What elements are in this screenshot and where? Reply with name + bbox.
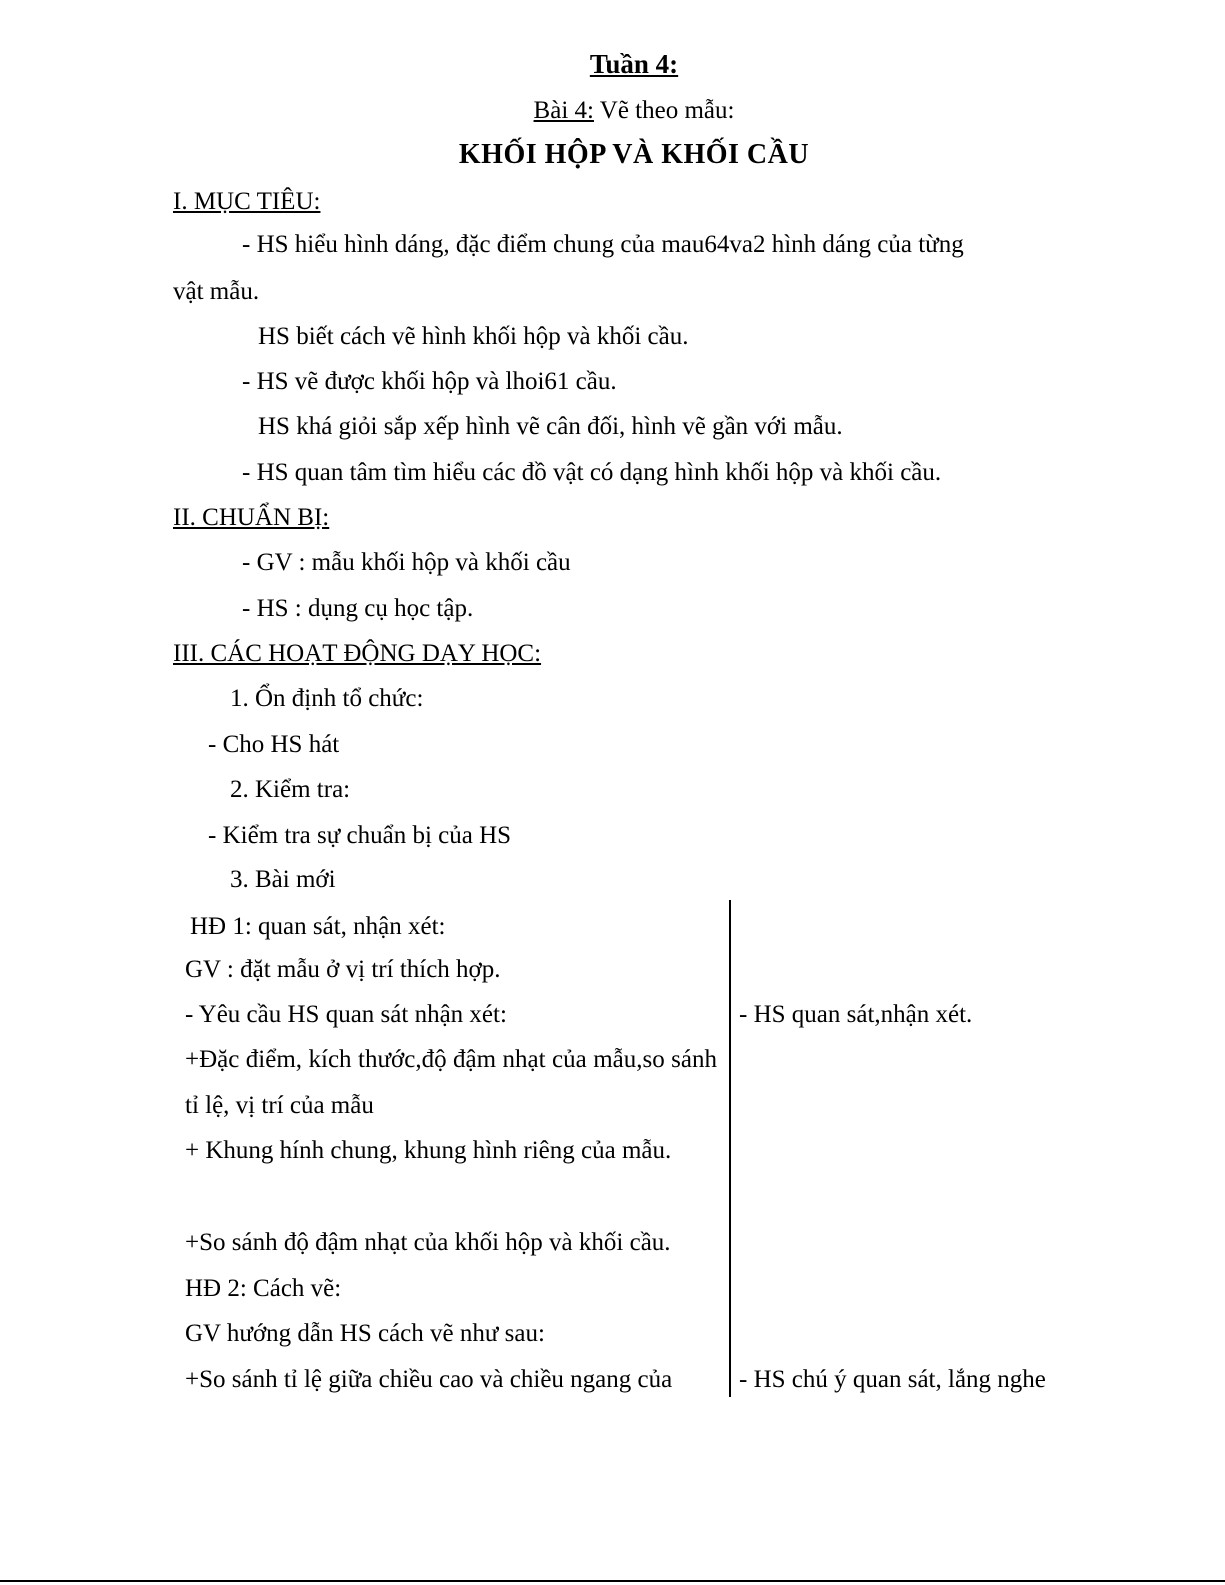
- table-right-cell: - HS chú ý quan sát, lắng nghe: [739, 1366, 1046, 1393]
- section-heading-preparation: II. CHUẨN BỊ:: [173, 504, 330, 531]
- activity-item: 1. Ổn định tổ chức:: [230, 685, 424, 712]
- lesson-subject: Vẽ theo mẫu:: [593, 97, 735, 124]
- objective-item: HS khá giỏi sắp xếp hình vẽ cân đối, hình vẽ gần với mẫu.: [258, 413, 843, 440]
- objective-item: HS biết cách vẽ hình khối hộp và khối cầu.: [258, 323, 689, 350]
- activity-item: 2. Kiểm tra:: [230, 776, 351, 803]
- lesson-title: KHỐI HỘP VÀ KHỐI CẦU: [458, 139, 810, 170]
- table-left-cell: +So sánh độ đậm nhạt của khối hộp và khối cầu.: [185, 1229, 671, 1256]
- table-left-cell: GV hướng dẫn HS cách vẽ như sau:: [185, 1320, 545, 1347]
- lesson-line: [0, 95, 1225, 127]
- preparation-item: - HS : dụng cụ học tập.: [242, 595, 474, 622]
- lesson-label: Bài 4:: [533, 97, 594, 124]
- objective-item: - HS vẽ được khối hộp và lhoi61 cầu.: [242, 368, 617, 395]
- objective-item: - HS quan tâm tìm hiểu các đồ vật có dạng hình khối hộp và khối cầu.: [242, 459, 942, 486]
- activity-item: - Kiểm tra sự chuẩn bị của HS: [208, 822, 512, 849]
- table-left-cell: GV : đặt mẫu ở vị trí thích hợp.: [185, 956, 501, 983]
- objective-item: - HS hiểu hình dáng, đặc điểm chung của mau64va2 hình dáng của từng: [242, 231, 964, 258]
- objective-item: vật mẫu.: [173, 278, 260, 305]
- activity-item: 3. Bài mới: [230, 866, 336, 893]
- page-bottom-border: [0, 1580, 1225, 1582]
- table-column-divider: [729, 900, 731, 1397]
- week-heading: Tuần 4:: [589, 49, 679, 79]
- table-left-cell: HĐ 1: quan sát, nhận xét:: [190, 913, 446, 940]
- table-left-cell: +Đặc điểm, kích thước,độ đậm nhạt của mẫu,so sánh tỉ lệ, vị trí của mẫu: [185, 1046, 717, 1119]
- table-left-cell: +So sánh tỉ lệ giữa chiều cao và chiều ngang của: [185, 1366, 673, 1393]
- table-left-cell: - Yêu cầu HS quan sát nhận xét:: [185, 1001, 507, 1028]
- table-left-cell: + Khung hính chung, khung hình riêng của mẫu.: [185, 1137, 672, 1164]
- section-heading-objectives: I. MỤC TIÊU:: [173, 188, 321, 215]
- table-left-cell: HĐ 2: Cách vẽ:: [185, 1275, 342, 1302]
- preparation-item: - GV : mẫu khối hộp và khối cầu: [242, 549, 571, 576]
- table-right-cell: - HS quan sát,nhận xét.: [739, 1001, 973, 1028]
- section-heading-activities: III. CÁC HOẠT ĐỘNG DẠY HỌC:: [173, 640, 542, 667]
- activity-item: - Cho HS hát: [208, 731, 340, 758]
